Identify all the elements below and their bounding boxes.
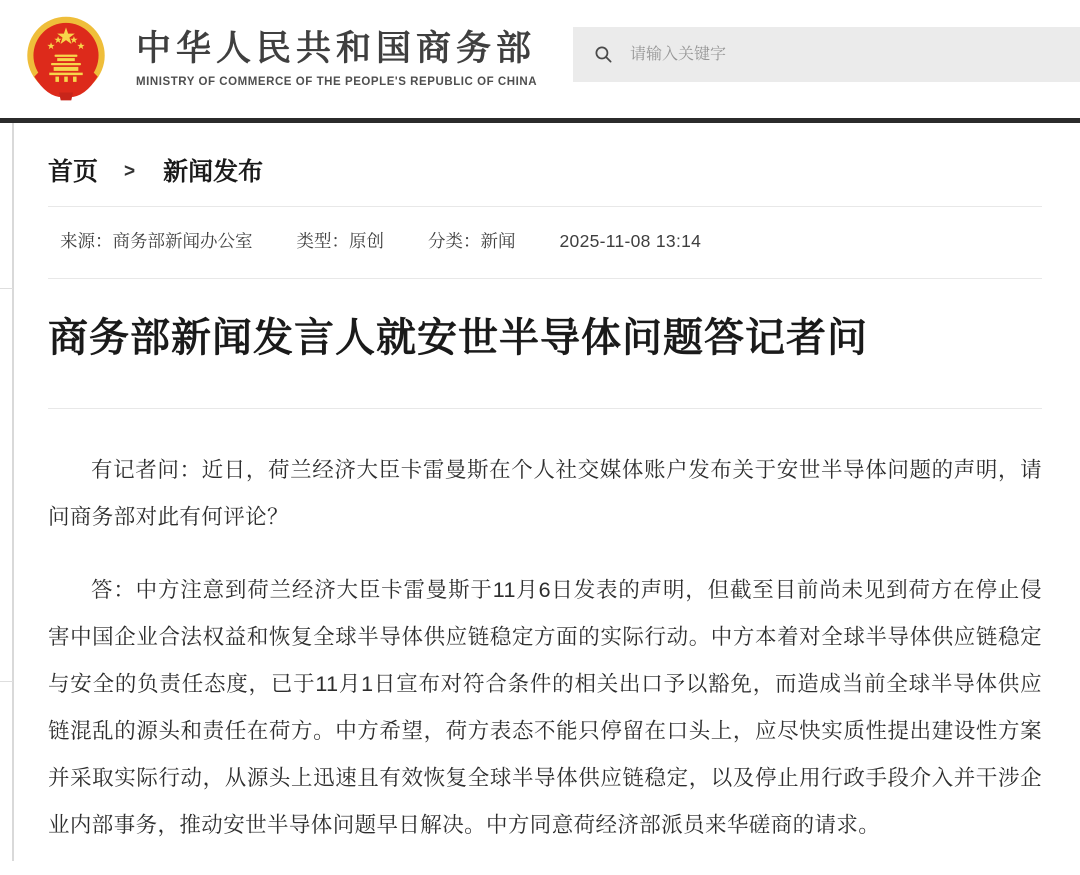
breadcrumb [48,157,1042,187]
meta-datetime: 2025-11-08 13:14 [559,231,702,251]
site-header [0,0,1080,118]
article-meta [48,207,1042,278]
meta-source-label: 来源： [60,231,113,251]
article-page [48,123,1042,875]
search-input[interactable] [630,27,1080,82]
breadcrumb-news-release[interactable]: 新闻发布 [163,158,264,186]
left-margin-rule [0,288,13,289]
breadcrumb-home[interactable]: 首页 [48,158,99,186]
breadcrumb-separator-icon: > [124,161,136,182]
meta-category-label: 分类： [428,231,481,251]
meta-category-value: 新闻 [480,231,516,251]
meta-source-value: 商务部新闻办公室 [112,231,253,251]
divider [48,278,1042,279]
site-logo-link[interactable] [22,14,537,104]
meta-type-label: 类型： [296,231,349,251]
meta-source [60,229,253,253]
article-paragraph-question: 有记者问：近日，荷兰经济大臣卡雷曼斯在个人社交媒体账户发布关于安世半导体问题的声明，请问商务部对此有何评论？ [48,458,1042,529]
meta-category [428,229,516,253]
article-title: 商务部新闻发言人就安世半导体问题答记者问 [48,316,868,360]
meta-type [297,229,385,253]
meta-type-value: 原创 [349,231,384,251]
article-paragraph-answer: 答：中方注意到荷兰经济大臣卡雷曼斯于11月6日发表的声明，但截至目前尚未见到荷方在停止侵害中国企业合法权益和恢复全球半导体供应链稳定方面的实际行动。中方本着对全球半导体供应链稳定与安全的负责任态度，已于11月1日宣布对符合条件的相关出口予以豁免，而造成当前全球半导体供应链混乱的源头和责任在荷方。中方希望，荷方表态不能只停留在口头上，应尽快实质性提出建设性方案并采取实际行动，从源头上迅速且有效恢复全球半导体供应链稳定，以及停止用行政手段介入并干涉企业内部事务，推动安世半导体问题早日解决。中方同意荷经济部派员来华磋商的请求。 [48,578,1042,837]
left-margin-rule [0,681,13,682]
site-subtitle: MINISTRY OF COMMERCE OF THE PEOPLE'S REPUBLIC OF CHINA [136,76,538,88]
search-icon [594,45,613,64]
content-left-border [12,123,14,861]
national-emblem-icon [22,14,110,104]
site-title: 中华人民共和国商务部 [136,29,537,68]
search-box[interactable] [573,27,1080,82]
article-body [48,409,1042,849]
